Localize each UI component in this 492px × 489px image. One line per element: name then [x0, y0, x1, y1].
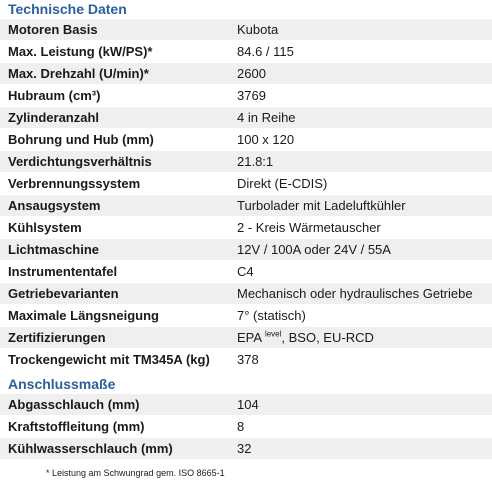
row-value: 104: [229, 394, 492, 416]
row-value: Kubota: [229, 19, 492, 41]
row-value: 32: [229, 438, 492, 460]
row-value: 2 - Kreis Wärmetauscher: [229, 217, 492, 239]
table-row: [0, 63, 492, 85]
table-row: [0, 85, 492, 107]
row-label: Trockengewicht mit TM345A (kg): [0, 349, 229, 371]
row-value: Mechanisch oder hydraulisches Getriebe: [229, 283, 492, 305]
section-title-anschlussmasse: Anschlussmaße: [8, 376, 116, 392]
row-label: Max. Leistung (kW/PS)*: [0, 41, 229, 63]
row-value: 8: [229, 416, 492, 438]
table-row: [0, 173, 492, 195]
row-value: C4: [229, 261, 492, 283]
table-row: [0, 283, 492, 305]
table-row: [0, 349, 492, 371]
row-label: Maximale Längsneigung: [0, 305, 229, 327]
row-label: Abgasschlauch (mm): [0, 394, 229, 416]
table-row: [0, 327, 492, 349]
table-row: [0, 239, 492, 261]
table-row: [0, 195, 492, 217]
row-value: 21.8:1: [229, 151, 492, 173]
row-label: Zylinderanzahl: [0, 107, 229, 129]
row-value: 378: [229, 349, 492, 371]
row-label: Verdichtungsverhältnis: [0, 151, 229, 173]
row-value: Direkt (E-CDIS): [229, 173, 492, 195]
table-row: [0, 41, 492, 63]
row-label: Kraftstoffleitung (mm): [0, 416, 229, 438]
technische-daten-table: [0, 19, 492, 371]
row-label: Hubraum (cm³): [0, 85, 229, 107]
row-value: Turbolader mit Ladeluftkühler: [229, 195, 492, 217]
row-value: 100 x 120: [229, 129, 492, 151]
row-value: 2600: [229, 63, 492, 85]
row-label: Kühlwasserschlauch (mm): [0, 438, 229, 460]
row-value: 12V / 100A oder 24V / 55A: [229, 239, 492, 261]
certification-prefix: EPA: [237, 330, 265, 345]
table-row: [0, 217, 492, 239]
row-label: Kühlsystem: [0, 217, 229, 239]
row-label: Instrumententafel: [0, 261, 229, 283]
table-row: [0, 261, 492, 283]
anschlussmasse-table: [0, 394, 492, 460]
row-label: Lichtmaschine: [0, 239, 229, 261]
table-row: [0, 19, 492, 41]
row-label: Bohrung und Hub (mm): [0, 129, 229, 151]
row-value: 3769: [229, 85, 492, 107]
row-value-certifications: [229, 327, 492, 349]
section-title-technische-daten: Technische Daten: [8, 1, 127, 17]
row-label: Zertifizierungen: [0, 327, 229, 349]
table-row: [0, 107, 492, 129]
row-label: Ansaugsystem: [0, 195, 229, 217]
table-row: [0, 151, 492, 173]
table-row: [0, 129, 492, 151]
row-label: Motoren Basis: [0, 19, 229, 41]
row-value: 4 in Reihe: [229, 107, 492, 129]
certification-suffix: , BSO, EU-RCD: [281, 330, 374, 345]
table-row: [0, 305, 492, 327]
row-value: 84.6 / 115: [229, 41, 492, 63]
row-label: Verbrennungssystem: [0, 173, 229, 195]
certification-superscript: level: [264, 329, 282, 339]
row-value: 7° (statisch): [229, 305, 492, 327]
table-row: [0, 394, 492, 416]
table-row: [0, 416, 492, 438]
table-row: [0, 438, 492, 460]
footnote: * Leistung am Schwungrad gem. ISO 8665-1: [46, 468, 225, 478]
row-label: Getriebevarianten: [0, 283, 229, 305]
row-label: Max. Drehzahl (U/min)*: [0, 63, 229, 85]
